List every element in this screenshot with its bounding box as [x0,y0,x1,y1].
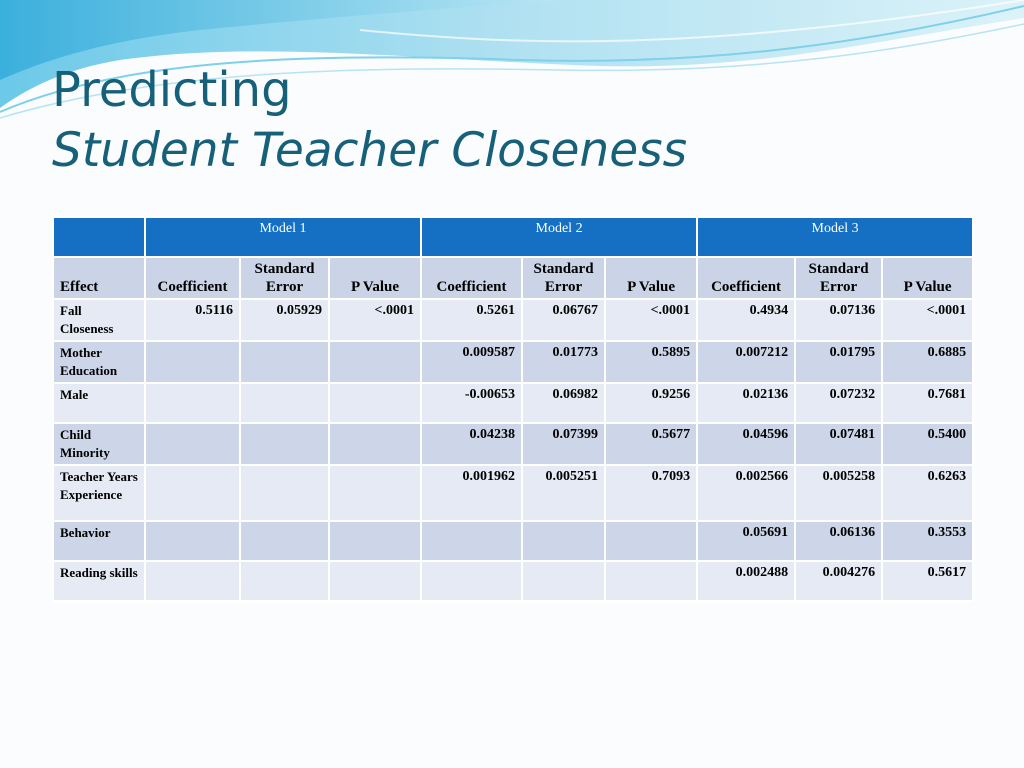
title-line-2: Student Teacher Closeness [52,123,688,178]
model-2-p-value-cell [605,561,697,601]
model-3-standard-error-cell: 0.005258 [795,465,882,521]
model-1-p-value-cell [329,383,421,423]
model-3-coefficient-cell: 0.02136 [697,383,795,423]
model-2-coefficient-cell: -0.00653 [421,383,522,423]
effect-cell: Child Minority [53,423,145,465]
model-1-coefficient-cell [145,341,240,383]
coefficient-header: Coefficient [145,257,240,299]
model-3-p-value-cell: <.0001 [882,299,973,341]
model-1-p-value-cell [329,465,421,521]
table-row [53,423,973,465]
model-3-p-value-cell: 0.6885 [882,341,973,383]
model-2-standard-error-cell [522,521,605,561]
model-3-standard-error-cell: 0.004276 [795,561,882,601]
model-3-standard-error-cell: 0.07136 [795,299,882,341]
model-3-coefficient-cell: 0.002488 [697,561,795,601]
table-row [53,299,973,341]
effect-cell: Mother Education [53,341,145,383]
model-2-coefficient-cell [421,561,522,601]
standard-error-header: Standard Error [522,257,605,299]
model-3-p-value-cell: 0.5400 [882,423,973,465]
model-1-coefficient-cell [145,465,240,521]
model-1-coefficient-cell [145,423,240,465]
model-1-p-value-cell [329,341,421,383]
model-3-coefficient-cell: 0.04596 [697,423,795,465]
model-1-coefficient-cell [145,383,240,423]
model-2-header: Model 2 [421,217,697,257]
model-1-standard-error-cell [240,561,329,601]
model-3-coefficient-cell: 0.002566 [697,465,795,521]
column-header-row [53,257,973,299]
p-value-header: P Value [605,257,697,299]
p-value-header: P Value [329,257,421,299]
model-2-standard-error-cell: 0.01773 [522,341,605,383]
model-1-p-value-cell [329,561,421,601]
model-2-p-value-cell: 0.7093 [605,465,697,521]
table-row [53,521,973,561]
standard-error-header: Standard Error [240,257,329,299]
model-3-p-value-cell: 0.6263 [882,465,973,521]
model-2-p-value-cell: <.0001 [605,299,697,341]
model-1-p-value-cell [329,423,421,465]
model-3-coefficient-cell: 0.007212 [697,341,795,383]
model-2-p-value-cell: 0.5895 [605,341,697,383]
table-row [53,341,973,383]
standard-error-header: Standard Error [795,257,882,299]
effect-header: Effect [53,257,145,299]
model-1-coefficient-cell [145,521,240,561]
model-3-p-value-cell: 0.3553 [882,521,973,561]
model-3-header: Model 3 [697,217,973,257]
effect-cell: Male [53,383,145,423]
model-1-standard-error-cell: 0.05929 [240,299,329,341]
effect-cell: Behavior [53,521,145,561]
model-2-coefficient-cell: 0.009587 [421,341,522,383]
model-3-coefficient-cell: 0.05691 [697,521,795,561]
model-2-standard-error-cell [522,561,605,601]
model-header-row [53,217,973,257]
model-2-standard-error-cell: 0.005251 [522,465,605,521]
table-row [53,561,973,601]
model-3-p-value-cell: 0.5617 [882,561,973,601]
model-3-standard-error-cell: 0.01795 [795,341,882,383]
title-line-1: Predicting [52,62,292,118]
model-3-coefficient-cell: 0.4934 [697,299,795,341]
slide-title [52,60,687,182]
model-1-p-value-cell: <.0001 [329,299,421,341]
model-2-coefficient-cell [421,521,522,561]
model-1-standard-error-cell [240,423,329,465]
model-1-standard-error-cell [240,341,329,383]
model-2-coefficient-cell: 0.001962 [421,465,522,521]
effect-cell: Teacher Years Experience [53,465,145,521]
effect-cell: Reading skills [53,561,145,601]
model-2-coefficient-cell: 0.5261 [421,299,522,341]
model-1-header: Model 1 [145,217,421,257]
model-1-coefficient-cell: 0.5116 [145,299,240,341]
model-2-p-value-cell [605,521,697,561]
table-row [53,383,973,423]
model-3-standard-error-cell: 0.07481 [795,423,882,465]
model-3-p-value-cell: 0.7681 [882,383,973,423]
p-value-header: P Value [882,257,973,299]
model-1-standard-error-cell [240,465,329,521]
model-2-p-value-cell: 0.5677 [605,423,697,465]
model-2-coefficient-cell: 0.04238 [421,423,522,465]
model-header-empty [53,217,145,257]
coefficient-header: Coefficient [421,257,522,299]
model-3-standard-error-cell: 0.07232 [795,383,882,423]
model-3-standard-error-cell: 0.06136 [795,521,882,561]
coefficient-header: Coefficient [697,257,795,299]
model-1-coefficient-cell [145,561,240,601]
results-table [52,216,974,602]
model-2-standard-error-cell: 0.06982 [522,383,605,423]
effect-cell: Fall Closeness [53,299,145,341]
model-1-p-value-cell [329,521,421,561]
model-1-standard-error-cell [240,383,329,423]
model-2-standard-error-cell: 0.07399 [522,423,605,465]
model-1-standard-error-cell [240,521,329,561]
model-2-standard-error-cell: 0.06767 [522,299,605,341]
table-row [53,465,973,521]
model-2-p-value-cell: 0.9256 [605,383,697,423]
